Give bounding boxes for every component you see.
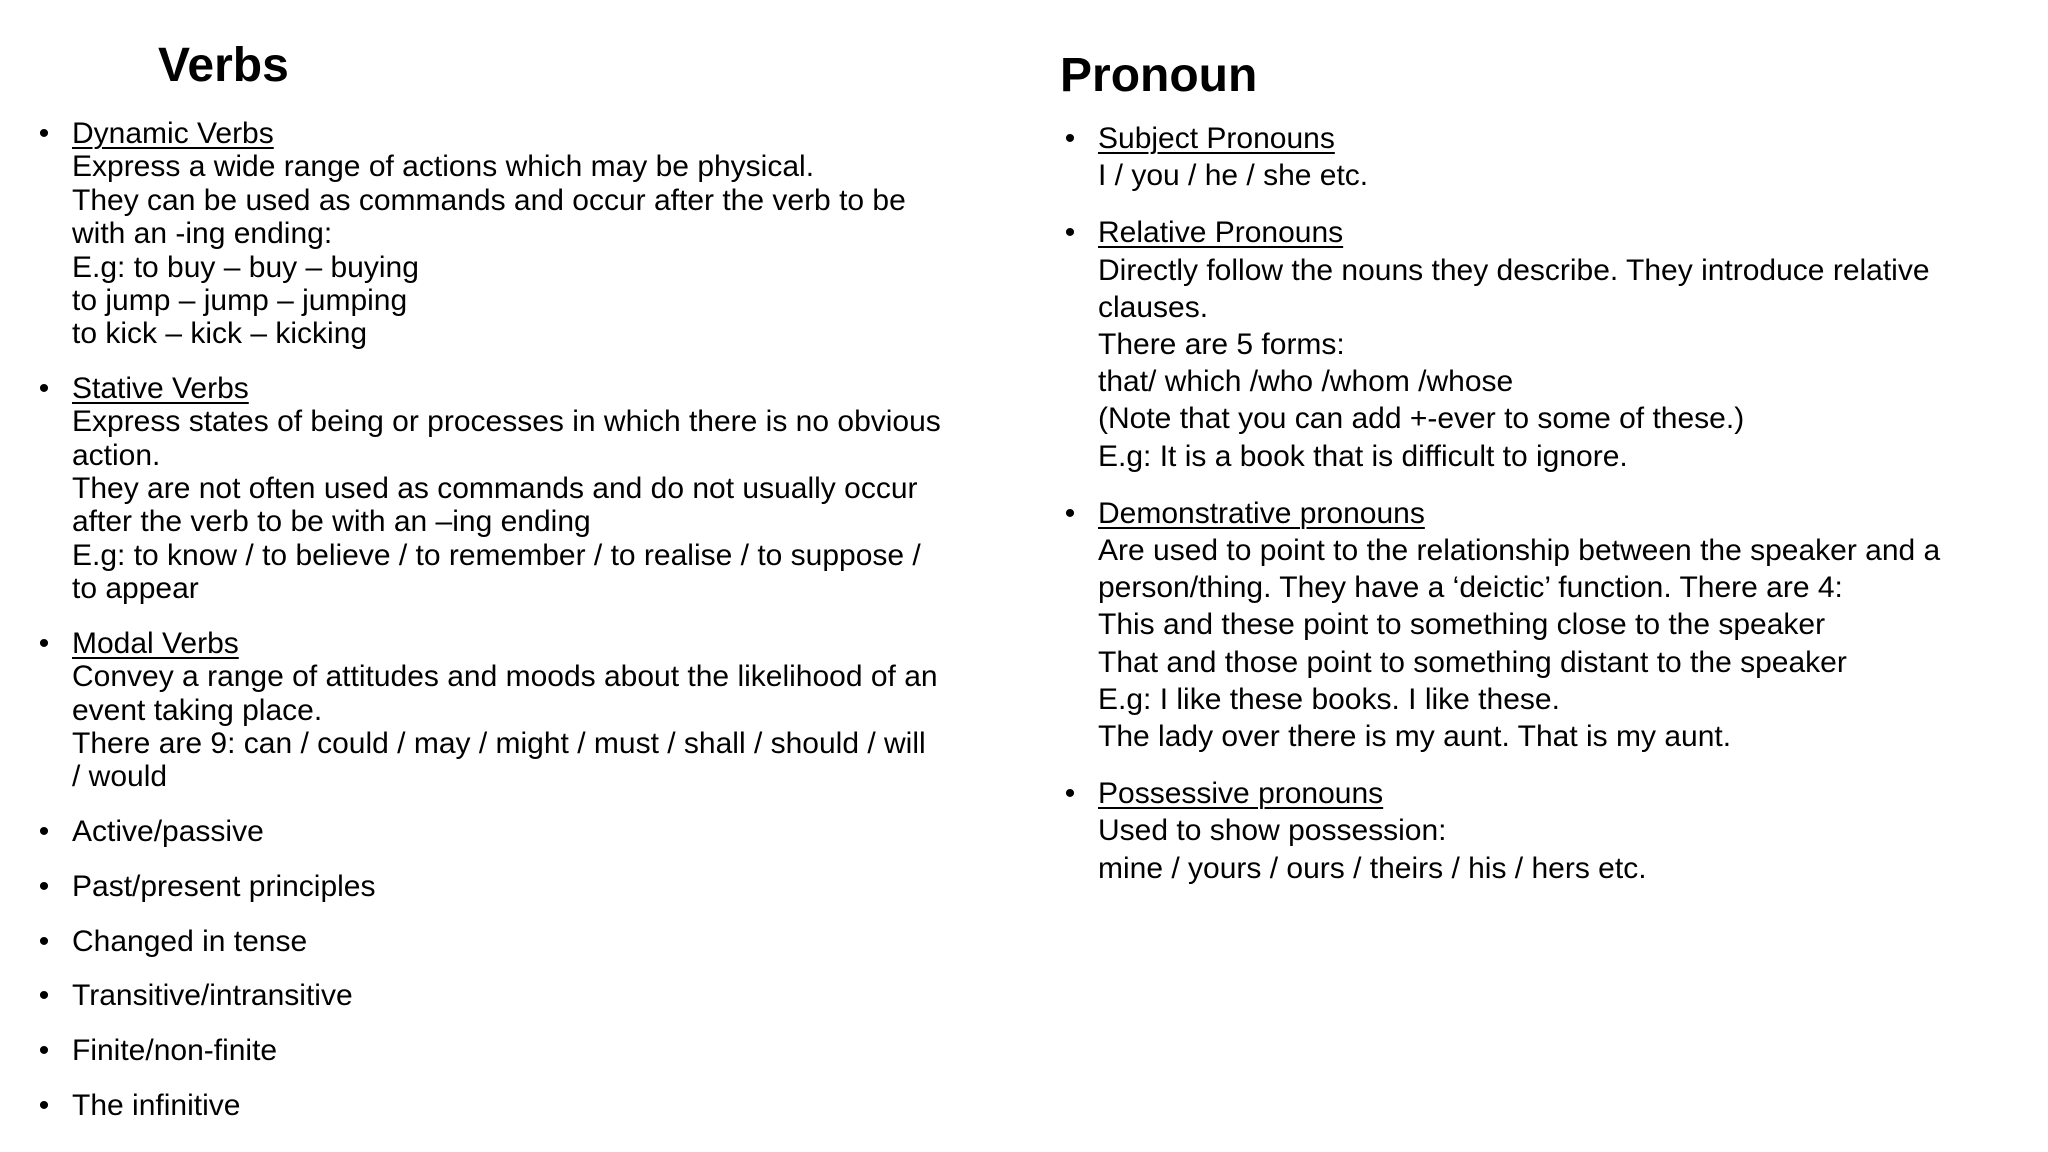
- item-heading: Modal Verbs: [72, 626, 239, 660]
- item-heading: Relative Pronouns: [1098, 216, 1344, 250]
- bullet-icon: •: [1064, 777, 1076, 811]
- item-text: Transitive/intransitive: [72, 979, 353, 1013]
- list-item-relative-pronouns: [1058, 214, 2018, 474]
- item-heading: Dynamic Verbs: [72, 117, 274, 150]
- bullet-icon: •: [38, 869, 50, 903]
- bullet-icon: •: [38, 924, 50, 958]
- bullet-icon: •: [38, 814, 50, 848]
- item-line: person/thing. They have a ‘deictic’ function. There are 4:: [1098, 571, 1843, 605]
- bullet-icon: •: [38, 117, 50, 150]
- item-line: E.g: to buy – buy – buying: [72, 250, 419, 284]
- item-text: Active/passive: [72, 814, 264, 848]
- bullet-icon: •: [1064, 216, 1076, 250]
- list-item-tense: [32, 925, 1002, 958]
- item-line: with an -ing ending:: [72, 217, 333, 251]
- list-item-modal-verbs: [32, 627, 1002, 794]
- list-item-subject-pronouns: [1058, 120, 2018, 194]
- item-line: This and these point to something close to the speaker: [1098, 608, 1826, 642]
- bullet-icon: •: [1064, 122, 1076, 155]
- item-line: There are 5 forms:: [1098, 328, 1345, 362]
- verbs-list: [32, 117, 1002, 1144]
- item-line: E.g: It is a book that is difficult to ignore.: [1098, 439, 1628, 473]
- list-item-demonstrative-pronouns: [1058, 495, 2018, 755]
- item-text: The infinitive: [72, 1089, 241, 1123]
- item-line: I / you / he / she etc.: [1098, 159, 1369, 193]
- item-line: E.g: I like these books. I like these.: [1098, 682, 1560, 716]
- item-line: Directly follow the nouns they describe. They introduce relative: [1098, 253, 1930, 287]
- item-text: Finite/non-finite: [72, 1034, 278, 1068]
- bullet-icon: •: [1064, 496, 1076, 530]
- list-item-stative-verbs: [32, 372, 1002, 606]
- item-text: Past/present principles: [72, 869, 376, 903]
- list-item-dynamic-verbs: [32, 117, 1002, 351]
- verbs-title: Verbs: [158, 39, 289, 92]
- bullet-icon: •: [38, 371, 50, 405]
- item-line: (Note that you can add +-ever to some of these.): [1098, 402, 1745, 436]
- item-line: Used to show possession:: [1098, 814, 1447, 848]
- list-item-transitive: [32, 979, 1002, 1012]
- bullet-icon: •: [38, 1089, 50, 1123]
- item-line: to kick – kick – kicking: [72, 317, 368, 351]
- item-line: They are not often used as commands and do not usually occur: [72, 472, 918, 506]
- list-item-finite: [32, 1034, 1002, 1067]
- item-heading: Demonstrative pronouns: [1098, 496, 1425, 530]
- item-line: The lady over there is my aunt. That is my aunt.: [1098, 720, 1732, 754]
- item-line: after the verb to be with an –ing ending: [72, 505, 591, 539]
- item-line: Convey a range of attitudes and moods about the likelihood of an: [72, 660, 938, 694]
- bullet-icon: •: [38, 1034, 50, 1068]
- item-line: That and those point to something distant to the speaker: [1098, 645, 1847, 679]
- item-heading: Subject Pronouns: [1098, 122, 1335, 155]
- pronoun-list: [1058, 120, 2018, 907]
- item-line: / would: [72, 760, 168, 794]
- list-item-possessive-pronouns: [1058, 775, 2018, 887]
- item-line: Express a wide range of actions which may be physical.: [72, 150, 815, 184]
- item-line: Are used to point to the relationship between the speaker and a: [1098, 534, 1941, 568]
- item-line: E.g: to know / to believe / to remember / to realise / to suppose /: [72, 538, 921, 572]
- item-line: Express states of being or processes in which there is no obvious: [72, 405, 941, 439]
- item-line: to jump – jump – jumping: [72, 284, 408, 318]
- item-line: action.: [72, 438, 161, 472]
- list-item-infinitive: [32, 1089, 1002, 1122]
- bullet-icon: •: [38, 979, 50, 1013]
- item-line: There are 9: can / could / may / might / must / shall / should / will: [72, 726, 926, 760]
- bullet-icon: •: [38, 626, 50, 660]
- item-text: Changed in tense: [72, 924, 308, 958]
- item-line: that/ which /who /whom /whose: [1098, 365, 1514, 399]
- list-item-past-present: [32, 870, 1002, 903]
- item-line: They can be used as commands and occur after the verb to be: [72, 183, 906, 217]
- item-heading: Possessive pronouns: [1098, 777, 1384, 811]
- item-line: mine / yours / ours / theirs / his / hers etc.: [1098, 851, 1647, 885]
- pronoun-title: Pronoun: [1060, 49, 1258, 102]
- item-line: clauses.: [1098, 290, 1209, 324]
- item-line: to appear: [72, 572, 199, 606]
- list-item-active-passive: [32, 815, 1002, 848]
- item-heading: Stative Verbs: [72, 371, 249, 405]
- item-line: event taking place.: [72, 693, 323, 727]
